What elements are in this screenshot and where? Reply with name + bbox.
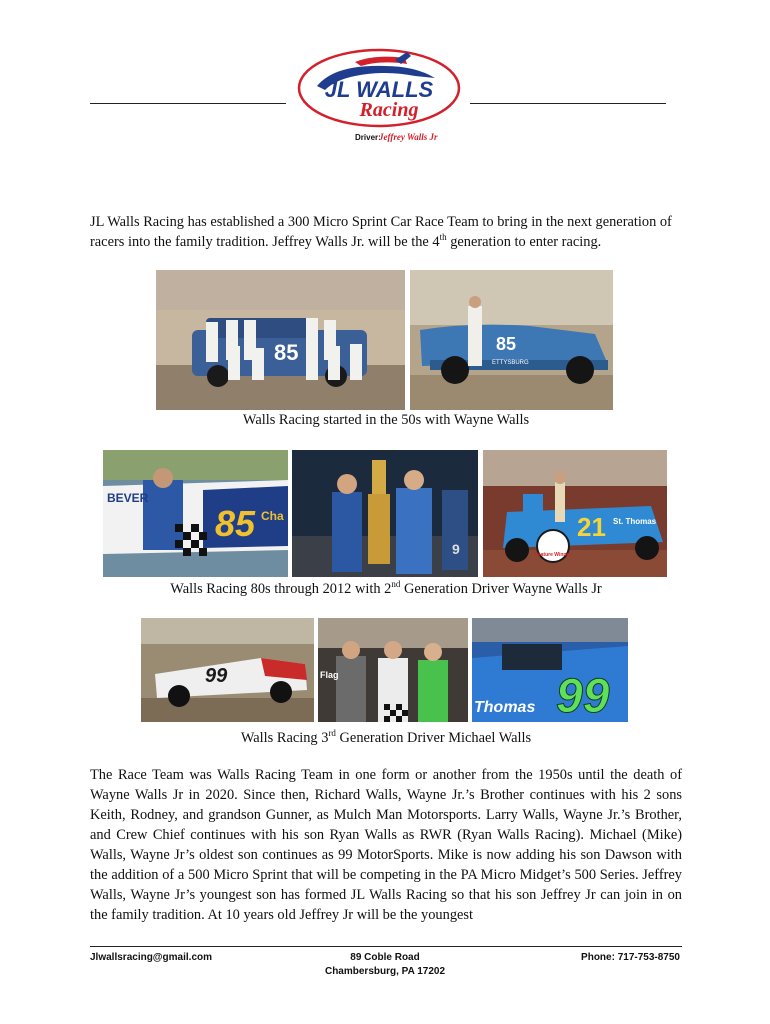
photo-st-thomas-feature-winner bbox=[483, 450, 667, 577]
header-rule-left bbox=[90, 103, 286, 104]
photo3-car-text: Cha bbox=[261, 509, 284, 523]
photo5-badge-text: Feature Winner bbox=[534, 552, 572, 558]
footer-address-line2: Chambersburg, PA 17202 bbox=[324, 966, 446, 977]
photo-team-1950s bbox=[156, 270, 405, 410]
caption2-text-2: Generation Driver Wayne Walls Jr bbox=[400, 580, 602, 597]
body-paragraph: The Race Team was Walls Racing Team in one form or another from the 1950s until the death of Wayne Walls Jr in 2020. Since then, Richard Walls, Wayne Jr.’s Brother continues with his 2 sons Keith, Rodney, and grandson Gunner, as Mulch Man Motorsports. Larry Walls, Wayne Jr.’s Brother, and Crew Chief continues with his son Ryan Walls as RWR (Ryan Walls Racing). Michael (Mike) Walls, Wayne Jr’s oldest son continues as 99 MotorSports. Mike is now adding his son Dawson with the addition of a 500 Micro Sprint that will be competing in the PA Micro Midget’s 500 Series. Jeffrey Walls, Wayne Jr’s youngest son has formed JL Walls Racing so that his son Jeffrey Jr can join in on the family tradition. At 10 years old Jeffrey Jr will be the youngest bbox=[90, 767, 682, 923]
logo-line2: Racing bbox=[359, 99, 419, 121]
logo-driver-name: Jeffrey Walls Jr bbox=[379, 132, 438, 142]
photo2-car-number: 85 bbox=[496, 334, 517, 354]
photo-wayne-jr-checkered-flag bbox=[103, 450, 288, 577]
photo8-car-number: 99 bbox=[556, 670, 610, 722]
photo-trophy-presentation bbox=[292, 450, 478, 577]
photo4-car-text: 9 bbox=[452, 541, 460, 557]
photo6-car-number: 99 bbox=[205, 665, 228, 687]
photo3-car-number: 85 bbox=[215, 503, 256, 544]
header-rule-right bbox=[470, 103, 666, 104]
footer-address-line1: 89 Coble Road bbox=[350, 952, 420, 963]
logo-line1: JL WALLS bbox=[324, 77, 434, 102]
intro-text-2: generation to enter racing. bbox=[446, 234, 602, 250]
caption-second-generation bbox=[90, 579, 682, 598]
photo5-car-number: 21 bbox=[577, 512, 606, 542]
caption2-text-1: Walls Racing 80s through 2012 with 2 bbox=[170, 580, 392, 597]
photo8-car-text: Thomas bbox=[474, 699, 536, 716]
photo3-side-text: BEVER bbox=[107, 491, 149, 505]
jl-walls-racing-logo bbox=[295, 46, 463, 144]
logo-driver-label: Driver: bbox=[355, 133, 381, 142]
footer-email-link[interactable]: Jlwallsracing@gmail.com bbox=[90, 952, 213, 963]
footer-phone: Phone: 717-753-8750 bbox=[581, 952, 680, 963]
caption3-text-2: Generation Driver Michael Walls bbox=[335, 729, 532, 746]
photo2-car-text: ETTYSBURG bbox=[492, 360, 529, 366]
caption3-text-1: Walls Racing 3 bbox=[240, 729, 329, 746]
footer-rule bbox=[90, 946, 682, 947]
intro-sup: th bbox=[439, 232, 447, 243]
photo-wayne-walls-car bbox=[410, 270, 613, 410]
intro-paragraph bbox=[90, 212, 682, 252]
photo-99-motorsports-car bbox=[472, 618, 628, 722]
photo1-car-number: 85 bbox=[274, 340, 299, 365]
photo-michael-walls-car bbox=[141, 618, 314, 722]
intro-text-1: JL Walls Racing has established a 300 Micro Sprint Car Race Team to bring in the next generation of racers into the family tradition. Jeffrey Walls Jr. will be the 4 bbox=[90, 214, 672, 250]
caption-1950s: Walls Racing started in the 50s with Wayne Walls bbox=[242, 412, 530, 428]
caption-third-generation bbox=[90, 728, 682, 747]
photo7-sign-text: Flag bbox=[320, 670, 339, 680]
photo5-car-text: St. Thomas bbox=[613, 517, 657, 526]
photo-family-celebration bbox=[318, 618, 468, 722]
caption3-sup: rd bbox=[328, 728, 336, 738]
caption2-sup: nd bbox=[391, 579, 401, 589]
